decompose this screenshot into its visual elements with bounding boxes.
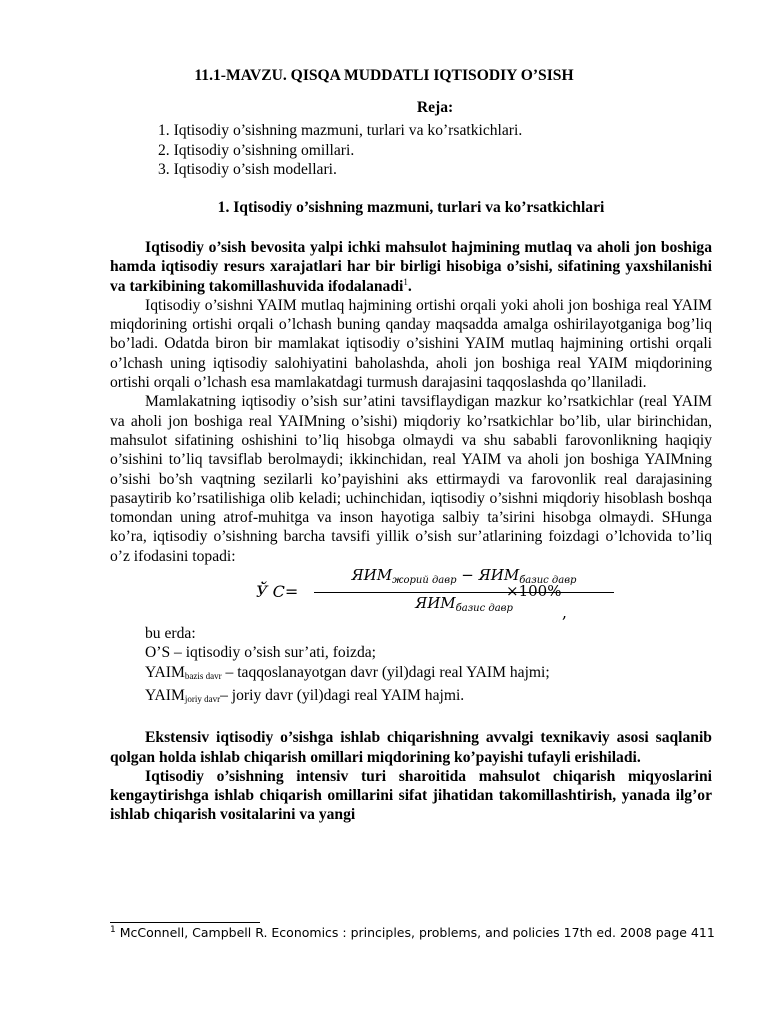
document-title: 11.1-MAVZU. QISQA MUDDATLI IQTISODIY O’SISH [194,67,574,84]
formula-subscript: жорий давр [392,575,457,587]
footnote-text: McConnell, Campbell R. Economics : principles, problems, and policies 17th ed. 2008 page 411 [115,925,715,940]
footnote-mark: 1 [110,924,116,935]
formula-minus: − [461,566,474,585]
yaim-term: YAIM [145,663,185,681]
section-heading: 1. Iqtisodiy o’sishning mazmuni, turlari va ko’rsatkichlari [217,199,605,216]
formula-fraction [314,566,614,619]
formula-term: ЯИМ [478,566,520,585]
growth-rate-formula [110,566,712,624]
formula-lhs: Ў С= [256,582,299,602]
yaim-subscript: joriy davr [184,693,221,704]
spacer [110,709,712,728]
paragraph: Iqtisodiy o’sishni YAIM mutlaq hajmining ortishi orqali yoki aholi jon boshiga real YAIM miqdorining ortishi orqali o’lchash buning qanday maqsadda amalga oshirilayotganiga bog’liq bo’ladi. Odatda biron bir mamlakat iqtisodiy o’sishini YAIM mutlaq hajmining ortishi orqali o’lchash uning iqtisodiy salohiyatini baholashda, aholi jon boshiga real YAIM miqdorining ortishi orqali o’lchash esa mamlakatdagi turmush darajasini taqqoslashda qo’llaniladi. [110,296,712,392]
paragraph: Mamlakatning iqtisodiy o’sish sur’atini tavsiflaydigan mazkur ko’rsatkichlar (real YAIM va aholi jon boshiga real YAIMning o’sishi) miqdoriy ko’rsatkichlar bo’lib, ular birinchidan, mahsulot sifatining oshishini to’liq hisobga olmaydi va shu sababli farovonlikning haqiqiy o’sishini to’liq tavsiflab berolmaydi; ikkinchidan, real YAIM va aholi jon boshiga YAIMning o’sishi bo’sh vaqtning sezilarli ko’payishini aks ettirmaydi va farovonlik real darajasining pasaytirib ko’rsatilishiga olib keladi; uchinchidan, iqtisodiy o’sishni miqdoriy hisoblash boshqa tomondan uning atrof-muhitga va inson hayotiga salbiy ta’sirini hisobga olmaydi. SHunga ko’ra, iqtisodiy o’sishning barcha tavsifi yillik o’sish sur’atlarining foizdagi o’lchovida to’liq o’z ifodasini topadi: [110,393,712,565]
paragraph-definition [110,238,712,296]
formula-numerator [314,566,614,590]
plan-item: 1. Iqtisodiy o’sishning mazmuni, turlari va ko’rsatkichlari. [158,122,523,139]
yaim-desc: – joriy davr (yil)dagi real YAIM hajmi. [220,686,465,704]
definition-yaim-bazis [110,663,712,686]
formula-subscript: базис давр [519,575,577,587]
formula-times-100: ×100% [506,582,562,601]
fraction-bar [314,592,614,593]
footnote-ref[interactable]: 1 [403,276,408,287]
plan-list [158,121,522,180]
formula-comma: , [562,604,567,623]
yaim-term: YAIM [145,686,185,704]
plan-item: 3. Iqtisodiy o’sish modellari. [158,161,337,178]
definition-end: . [407,277,412,295]
paragraph-intensive: Iqtisodiy o’sishning intensiv turi sharoitida mahsulot chiqarish miqyoslarini kengaytirishga ishlab chiqarish omillarini sifat jihatidan takomillashtirish, yanada ilg’or ishlab chiqarish vositalarini va yangi [110,767,712,824]
formula-subscript: базис давр [455,603,513,615]
yaim-subscript: bazis davr [184,670,222,681]
plan-label: Reja: [416,99,454,116]
footnote [110,925,720,941]
formula-denominator [314,594,614,618]
definition-intro: bu erda: [145,625,196,643]
formula-term: ЯИМ [415,594,456,613]
definition-yaim-joriy [110,686,712,709]
definition-text: Iqtisodiy o’sish bevosita yalpi ichki mahsulot hajmining mutlaq va aholi jon boshiga hamda iqtisodiy resurs xarajatlari har bir birligi hisobiga o’sishi, sifatining yaxshilanishi va tarkibining takomillashuvida ifodalanadi [110,239,712,295]
body-text [110,238,712,825]
footnote-divider [110,922,260,923]
formula-term: ЯИМ [351,566,393,585]
plan-item: 2. Iqtisodiy o’sishning omillari. [158,141,355,159]
paragraph-extensive: Ekstensiv iqtisodiy o’sishga ishlab chiqarishning avvalgi texnikaviy asosi saqlanib qolgan holda ishlab chiqarish omillari miqdorining ko’payishi tufayli erishiladi. [110,729,712,766]
definition-os: O’S – iqtisodiy o’sish sur’ati, foizda; [145,644,377,662]
yaim-desc: – taqqoslanayotgan davr (yil)dagi real YAIM hajmi; [221,663,550,681]
